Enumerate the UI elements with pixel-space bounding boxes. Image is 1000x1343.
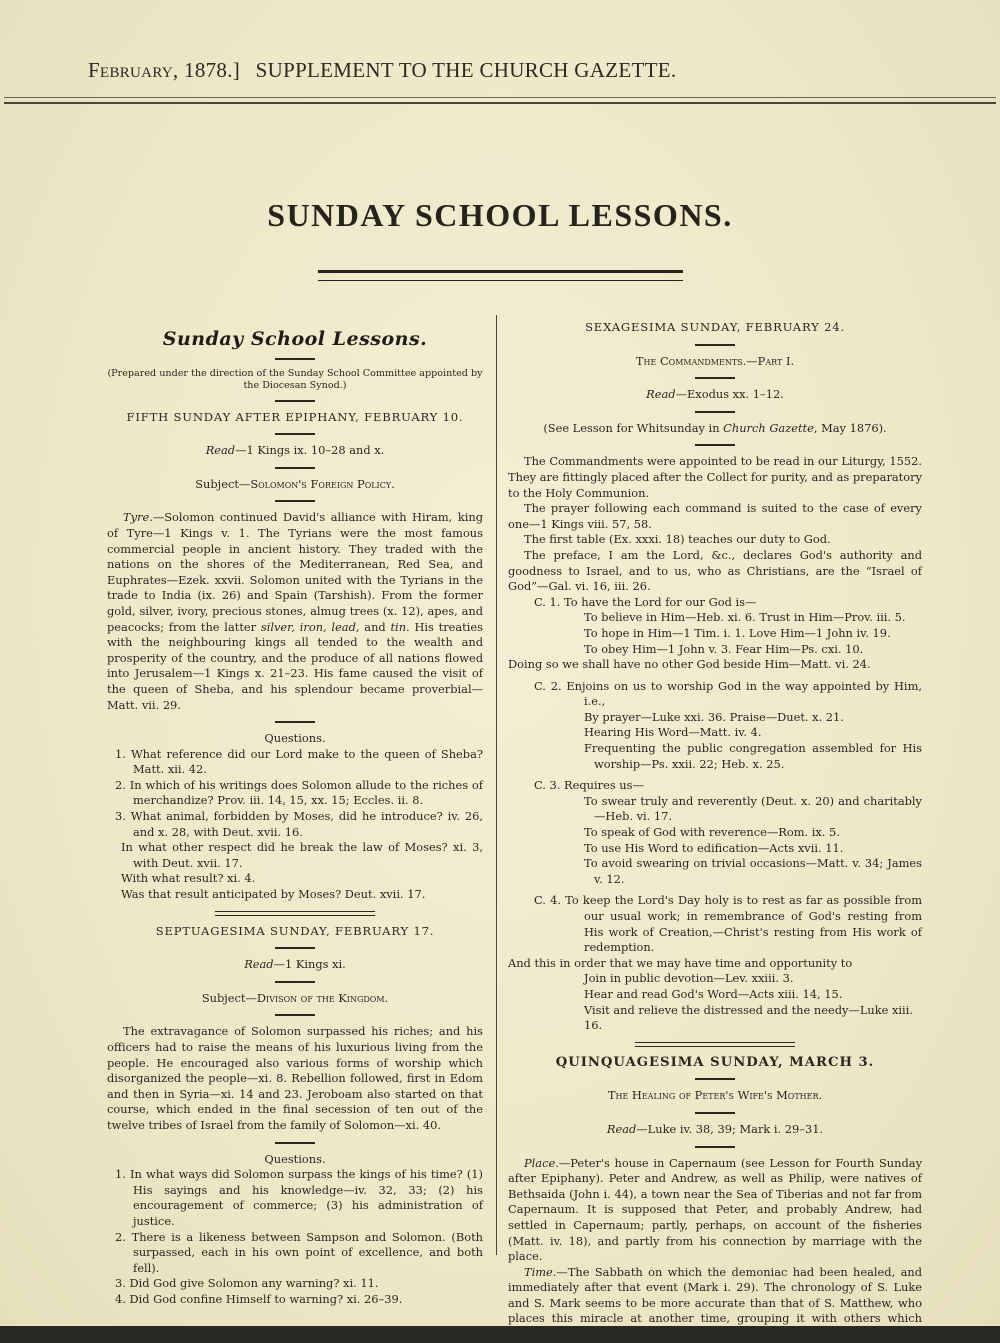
body-italic: tin. [390,619,410,634]
commandment-head: C. 4. To keep the Lord's Day holy is to rest as far as possible from our usual work; in remembrance of God's resting from His work of Creation,—Christ's resting from His work of redemption. [534,893,922,955]
reading-reference [508,1122,922,1138]
lesson-heading: QUINQUAGESIMA SUNDAY, MARCH 3. [555,1054,875,1070]
divider [695,377,735,379]
subject-prefix: Subject— [195,476,251,491]
reading-reference [107,443,483,459]
masthead: Sunday School Lessons. [162,328,428,350]
read-label: Read [244,957,274,972]
divider [275,433,315,435]
commandment-line: To swear truly and reverently (Deut. x. 20) and charitably—Heb. vi. 17. [584,793,922,824]
questions-title: Questions. [264,1151,326,1166]
divider [275,500,315,502]
question-item: Was that result anticipated by Moses? Deut. xvii. 17. [121,887,426,902]
title-rule [318,270,683,281]
running-head [88,58,908,83]
commandment-line: By prayer—Luke xxi. 36. Praise—Duet. x. 21. [584,709,844,724]
subject-prefix: Subject— [201,990,257,1005]
read-ref: —Luke iv. 38, 39; Mark i. 29–31. [636,1121,824,1136]
question-item: 1. What reference did our Lord make to the queen of Sheba? Matt. xii. 42. [115,746,483,777]
column-divider [496,315,497,1255]
reading-reference [107,957,483,973]
lesson-paragraph: The first table (Ex. xxxi. 18) teaches our duty to God. [524,532,831,547]
divider [275,981,315,983]
lesson-paragraph [508,1265,922,1343]
divider [695,444,735,446]
see-suffix: , May 1876). [813,420,887,435]
divider [275,358,315,360]
question-item: 2. In which of his writings does Solomon allude to the riches of merchandize? Prov. iii. 14, 15, xx. 15; Eccles. ii. 8. [115,777,483,808]
time-text: —The Sabbath on which the demoniac had been healed, and immediately after that event (Mark i. 29). The chronology of S. Luke and S. Mark seems to be more accurate than that of S. Matthew, who places this miracle at another time, grouping it with others which occurred at the same place, according to his custom. [508,1264,922,1342]
question-item: 3. What animal, forbidden by Moses, did he introduce? iv. 26, and x. 28, with Deut. xvii. 16. [115,809,483,839]
commandment-line: To avoid swearing on trivial occasions—Matt. v. 34; James v. 12. [584,856,922,886]
commandment-line: Hearing His Word—Matt. iv. 4. [584,725,762,740]
lesson-body: The extravagance of Solomon surpassed his riches; and his officers had to raise the means of his luxurious living from the people. He encouraged also various forms of worship which disorganized the people—xi. 8. Rebellion followed, first in Edom and then in Syria—xi. 14 and 23. Jeroboam also started on that course, which ended in the final secession of ten out of the twelve tribes of Israel from the family of Solomon—xi. 40. [107,1024,483,1132]
lesson-paragraph: The Commandments were appointed to be read in our Liturgy, 1552. They are fittingly placed after the Collect for purity, and as preparatory to the Holy Communion. [508,454,922,500]
commandment-line: To hope in Him—1 Tim. i. 1. Love Him—1 John iv. 19. [584,625,891,640]
commandment-head: C. 3. Requires us— [534,778,644,793]
lesson-subject [107,477,483,493]
read-ref: —Exodus xx. 1–12. [675,387,784,402]
question-item: With what result? xi. 4. [121,871,256,886]
page-title: SUNDAY SCHOOL LESSONS. [267,197,733,233]
commandment-head: C. 2. Enjoins on us to worship God in the way appointed by Him, i.e., [534,678,922,709]
body-text: His treaties with the neighbouring kings all tended to the wealth and prosperity of the country, and the produce of all nations flowed into Jerusalem—1 Kings x. 21–23. His fame caused the visit of the queen of Sheba, and his splendour became proverbial—Matt. vii. 29. [107,619,483,712]
commandment-line: Hear and read God's Word—Acts xiii. 14, 15. [584,986,843,1001]
publication-title: SUPPLEMENT TO THE CHURCH GAZETTE. [255,58,677,82]
lesson-paragraph: The prayer following each command is suited to the case of every one—1 Kings viii. 57, 58. [508,501,922,531]
reading-reference [508,387,922,403]
header-rule [4,97,996,104]
question-item: 3. Did God give Solomon any warning? xi. 11. [115,1276,379,1291]
place-lead: Place. [524,1155,559,1170]
lesson-heading: SEXAGESIMA SUNDAY, FEBRUARY 24. [585,320,845,334]
read-label: Read [205,443,236,458]
question-item: 4. Did God confine Himself to warning? xi. 26–39. [115,1291,403,1306]
commandment-line: To believe in Him—Heb. xi. 6. Trust in Him—Prov. iii. 5. [584,610,906,625]
commandment-line: Join in public devotion—Lev. xxiii. 3. [584,971,794,986]
commandment-line: Frequenting the public congregation assembled for His worship—Ps. xxii. 22; Heb. x. 25. [584,741,922,771]
read-ref: —1 Kings xi. [273,957,346,972]
divider [695,411,735,413]
commandment-line: To speak of God with reverence—Rom. ix. 5. [584,825,840,840]
divider [275,467,315,469]
question-item: 2. There is a likeness between Sampson and Solomon. (Both surpassed, each in his own point of excellence, and both fell). [115,1229,483,1275]
divider [275,721,315,723]
place-text: —Peter's house in Capernaum (see Lesson for Fourth Sunday after Epiphany). Peter and Andrew, as well as Philip, were natives of Bethsaida (John i. 44), a town near the Sea of Tiberias and not far from Capernaum. It is supposed that Peter, and probably Andrew, had settled in Capernaum; partly, perhaps, on account of the fisheries (Matt. iv. 18), and partly from his connection by marriage with the place. [508,1155,922,1264]
divider [695,1146,735,1148]
right-column [508,320,922,1343]
see-prefix: (See Lesson for Whitsunday in [543,420,724,435]
divider [275,400,315,402]
divider [275,947,315,949]
prepared-note: (Prepared under the direction of the Sunday School Committee appointed by the Diocesan Synod.) [107,367,483,391]
commandment-line: To obey Him—1 John v. 3. Fear Him—Ps. cxi. 10. [584,641,864,656]
body-text: —Solomon continued David's alliance with Hiram, king of Tyre—1 Kings v. 1. The Tyrians were the most famous commercial people in ancient history. They traded with the nations on the shores of the Mediterranean, Red Sea, and Euphrates—Ezek. xxvii. Solomon united with the Tyrians in the trade to India (ix. 26) and Spain (Tarshish). From the former gold, silver, ivory, precious stones, almug trees (x. 12), apes, and peacocks; from the latter [107,510,483,634]
left-column [107,320,483,1308]
question-item: In what other respect did he break the law of Moses? xi. 3, with Deut. xvii. 17. [121,840,483,870]
questions-title: Questions. [264,731,326,746]
lesson-topic: The Healing of Peter's Wife's Mother. [607,1088,823,1103]
read-label: Read [646,387,676,402]
divider [695,1078,735,1080]
lesson-paragraph: The preface, I am the Lord, &c., declares God's authority and goodness to Israel, and to us, who as Christians, are the “Israel of God”—Gal. vi. 16, iii. 26. [508,547,922,594]
divider [695,1112,735,1114]
read-ref: —1 Kings ix. 10–28 and x. [235,443,385,458]
divider [275,1142,315,1144]
commandment-line: Visit and relieve the distressed and the needy—Luke xiii. 16. [584,1002,913,1033]
question-item: 1. In what ways did Solomon surpass the kings of his time? (1) His sayings and his knowledge—iv. 32, 33; (2) his encouragement of commerce; (3) his administration of justice. [115,1167,483,1228]
lesson-subject [107,991,483,1007]
section-divider [215,911,375,916]
see-publication: Church Gazette [723,420,814,435]
lesson-body [107,510,483,713]
subject-text: Solomon's Foreign Policy. [250,476,395,491]
section-divider [635,1042,795,1047]
commandment-note: Doing so we shall have no other God beside Him—Matt. vi. 24. [508,657,871,672]
body-text: and [359,619,391,634]
divider [275,1014,315,1016]
lesson-heading: SEPTUAGESIMA SUNDAY, FEBRUARY 17. [155,923,435,938]
read-label: Read [606,1121,637,1136]
lesson-topic: The Commandments.—Part I. [635,353,795,368]
body-lead: Tyre. [123,510,153,525]
subject-text: Divison of the Kingdom. [256,990,389,1005]
commandment-head: C. 1. To have the Lord for our God is— [534,594,757,609]
lesson-heading: FIFTH SUNDAY AFTER EPIPHANY, FEBRUARY 10. [126,409,464,424]
lesson-paragraph [508,1156,922,1265]
see-also-note [508,421,922,437]
divider [695,344,735,346]
commandment-note: And this in order that we may have time and opportunity to [508,955,853,970]
body-italic: silver, iron, lead, [260,619,360,634]
issue-date: February, 1878.] [88,58,241,82]
commandment-line: To use His Word to edification—Acts xvii. 11. [584,840,844,855]
time-lead: Time. [524,1264,557,1279]
